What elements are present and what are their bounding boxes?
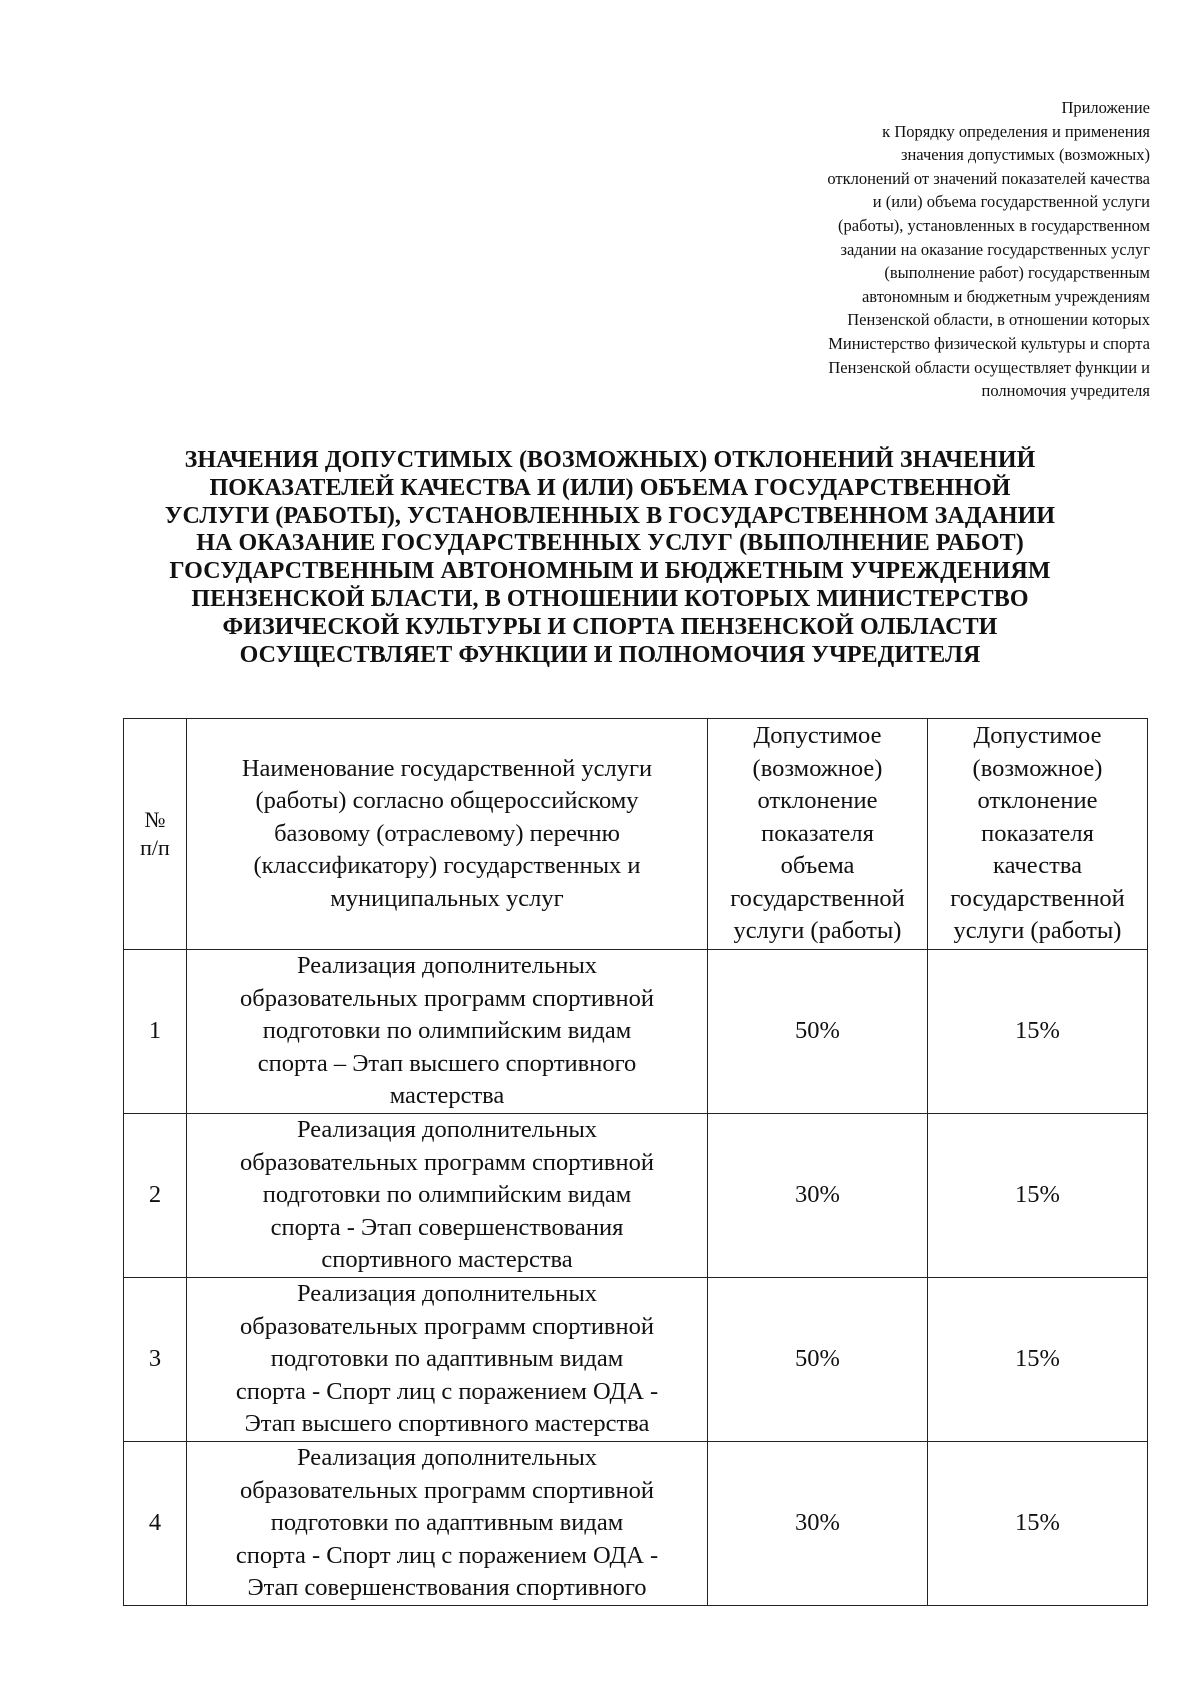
row-quality-deviation: 15%: [928, 1114, 1148, 1278]
header-volume-line: показателя: [761, 819, 874, 847]
appendix-line: Пензенской области осуществляет функции и: [828, 357, 1150, 377]
service-line: Этап совершенствования спортивного: [247, 1574, 647, 1601]
title-line: УСЛУГИ (РАБОТЫ), УСТАНОВЛЕННЫХ В ГОСУДАРСТВЕННОМ ЗАДАНИИ: [164, 502, 1056, 529]
header-name-line: (работы) согласно общероссийскому: [255, 787, 639, 815]
service-line: спорта - Этап совершенствования: [270, 1213, 624, 1241]
row-num: 4: [124, 1442, 187, 1606]
row-num: 2: [124, 1114, 187, 1278]
row-volume-deviation: 50%: [708, 1278, 928, 1442]
row-num: 1: [124, 950, 187, 1114]
service-line: подготовки по адаптивным видам: [270, 1509, 624, 1536]
row-volume-deviation: 30%: [708, 1442, 928, 1606]
row-service-name: [187, 1442, 708, 1606]
service-line: спорта - Спорт лиц с поражением ОДА -: [235, 1541, 659, 1569]
deviation-table: [123, 718, 1148, 1606]
row-volume-deviation: 30%: [708, 1114, 928, 1278]
header-name-line: базовому (отраслевому) перечню: [274, 819, 620, 847]
service-line: спорта – Этап высшего спортивного: [257, 1049, 637, 1077]
title-line: ГОСУДАРСТВЕННЫМ АВТОНОМНЫМ И БЮДЖЕТНЫМ УЧРЕЖДЕНИЯМ: [169, 558, 1051, 585]
service-line: образовательных программ спортивной: [240, 1148, 654, 1176]
appendix-line: отклонений от значений показателей качества: [827, 168, 1150, 188]
row-service-name: [187, 950, 708, 1114]
header-quality-line: (возможное): [972, 754, 1103, 782]
appendix-note: [690, 96, 1150, 403]
service-line: образовательных программ спортивной: [240, 1476, 654, 1504]
service-line: Реализация дополнительных: [296, 952, 598, 980]
header-name-line: муниципальных услуг: [330, 884, 564, 912]
service-line: подготовки по олимпийским видам: [262, 1017, 632, 1045]
table-row: [124, 1114, 1148, 1278]
title-line: ПОКАЗАТЕЛЕЙ КАЧЕСТВА И (ИЛИ) ОБЪЕМА ГОСУДАРСТВЕННОЙ: [209, 474, 1011, 501]
table-row: [124, 950, 1148, 1114]
document-title: [120, 447, 1100, 669]
header-name: [187, 719, 708, 950]
header-volume-line: объема: [780, 852, 855, 880]
service-line: подготовки по адаптивным видам: [270, 1345, 624, 1373]
service-line: Реализация дополнительных: [296, 1280, 598, 1308]
appendix-line: значения допустимых (возможных): [900, 145, 1150, 165]
header-volume-line: (возможное): [752, 754, 883, 782]
header-quality: [928, 719, 1148, 950]
service-line: образовательных программ спортивной: [240, 984, 654, 1012]
service-line: образовательных программ спортивной: [240, 1312, 654, 1340]
table-header-row: [124, 719, 1148, 950]
appendix-line: автономным и бюджетным учреждениям: [861, 286, 1150, 306]
service-line: спортивного мастерства: [321, 1246, 573, 1274]
header-num-line: №: [144, 807, 166, 832]
row-quality-deviation: 15%: [928, 1442, 1148, 1606]
header-name-line: Наименование государственной услуги: [241, 754, 653, 782]
appendix-line: (выполнение работ) государственным: [884, 263, 1150, 283]
appendix-line: полномочия учредителя: [981, 381, 1150, 401]
service-line: Реализация дополнительных: [296, 1444, 598, 1471]
service-line: подготовки по олимпийским видам: [262, 1181, 632, 1209]
header-quality-line: государственной: [950, 884, 1125, 912]
service-line: Реализация дополнительных: [296, 1116, 598, 1144]
appendix-line: к Порядку определения и применения: [882, 121, 1150, 141]
row-num: 3: [124, 1278, 187, 1442]
appendix-line: задании на оказание государственных услуг: [840, 239, 1150, 259]
row-volume-deviation: 50%: [708, 950, 928, 1114]
header-quality-line: услуги (работы): [953, 917, 1122, 945]
title-line: НА ОКАЗАНИЕ ГОСУДАРСТВЕННЫХ УСЛУГ (ВЫПОЛНЕНИЕ РАБОТ): [196, 530, 1024, 557]
header-volume-line: Допустимое: [753, 722, 882, 750]
header-volume: [708, 719, 928, 950]
header-num: [124, 719, 187, 950]
title-line: ЗНАЧЕНИЯ ДОПУСТИМЫХ (ВОЗМОЖНЫХ) ОТКЛОНЕНИЙ ЗНАЧЕНИЙ: [184, 447, 1036, 473]
title-line: ОСУЩЕСТВЛЯЕТ ФУНКЦИИ И ПОЛНОМОЧИЯ УЧРЕДИТЕЛЯ: [239, 641, 981, 668]
header-name-line: (классификатору) государственных и: [253, 852, 641, 880]
header-quality-line: показателя: [981, 819, 1094, 847]
appendix-line: Приложение: [1061, 98, 1150, 117]
service-line: спорта - Спорт лиц с поражением ОДА -: [235, 1377, 659, 1405]
row-service-name: [187, 1278, 708, 1442]
service-line: Этап высшего спортивного мастерства: [244, 1410, 650, 1438]
header-volume-line: государственной: [730, 884, 905, 912]
table-row: [124, 1442, 1148, 1606]
header-quality-line: отклонение: [977, 787, 1098, 815]
header-quality-line: Допустимое: [973, 722, 1102, 750]
row-quality-deviation: 15%: [928, 950, 1148, 1114]
service-line: мастерства: [389, 1082, 505, 1110]
title-line: ФИЗИЧЕСКОЙ КУЛЬТУРЫ И СПОРТА ПЕНЗЕНСКОЙ ОЛБЛАСТИ: [222, 613, 998, 640]
header-volume-line: услуги (работы): [733, 917, 902, 945]
appendix-line: и (или) объема государственной услуги: [872, 192, 1150, 212]
header-num-line: п/п: [140, 835, 170, 860]
appendix-line: Пензенской области, в отношении которых: [847, 310, 1150, 330]
row-quality-deviation: 15%: [928, 1278, 1148, 1442]
row-service-name: [187, 1114, 708, 1278]
title-line: ПЕНЗЕНСКОЙ БЛАСТИ, В ОТНОШЕНИИ КОТОРЫХ МИНИСТЕРСТВО: [191, 585, 1029, 612]
appendix-line: (работы), установленных в государственном: [838, 215, 1150, 235]
table-row: [124, 1278, 1148, 1442]
header-quality-line: качества: [993, 852, 1082, 880]
appendix-line: Министерство физической культуры и спорта: [828, 333, 1150, 353]
header-volume-line: отклонение: [757, 787, 878, 815]
